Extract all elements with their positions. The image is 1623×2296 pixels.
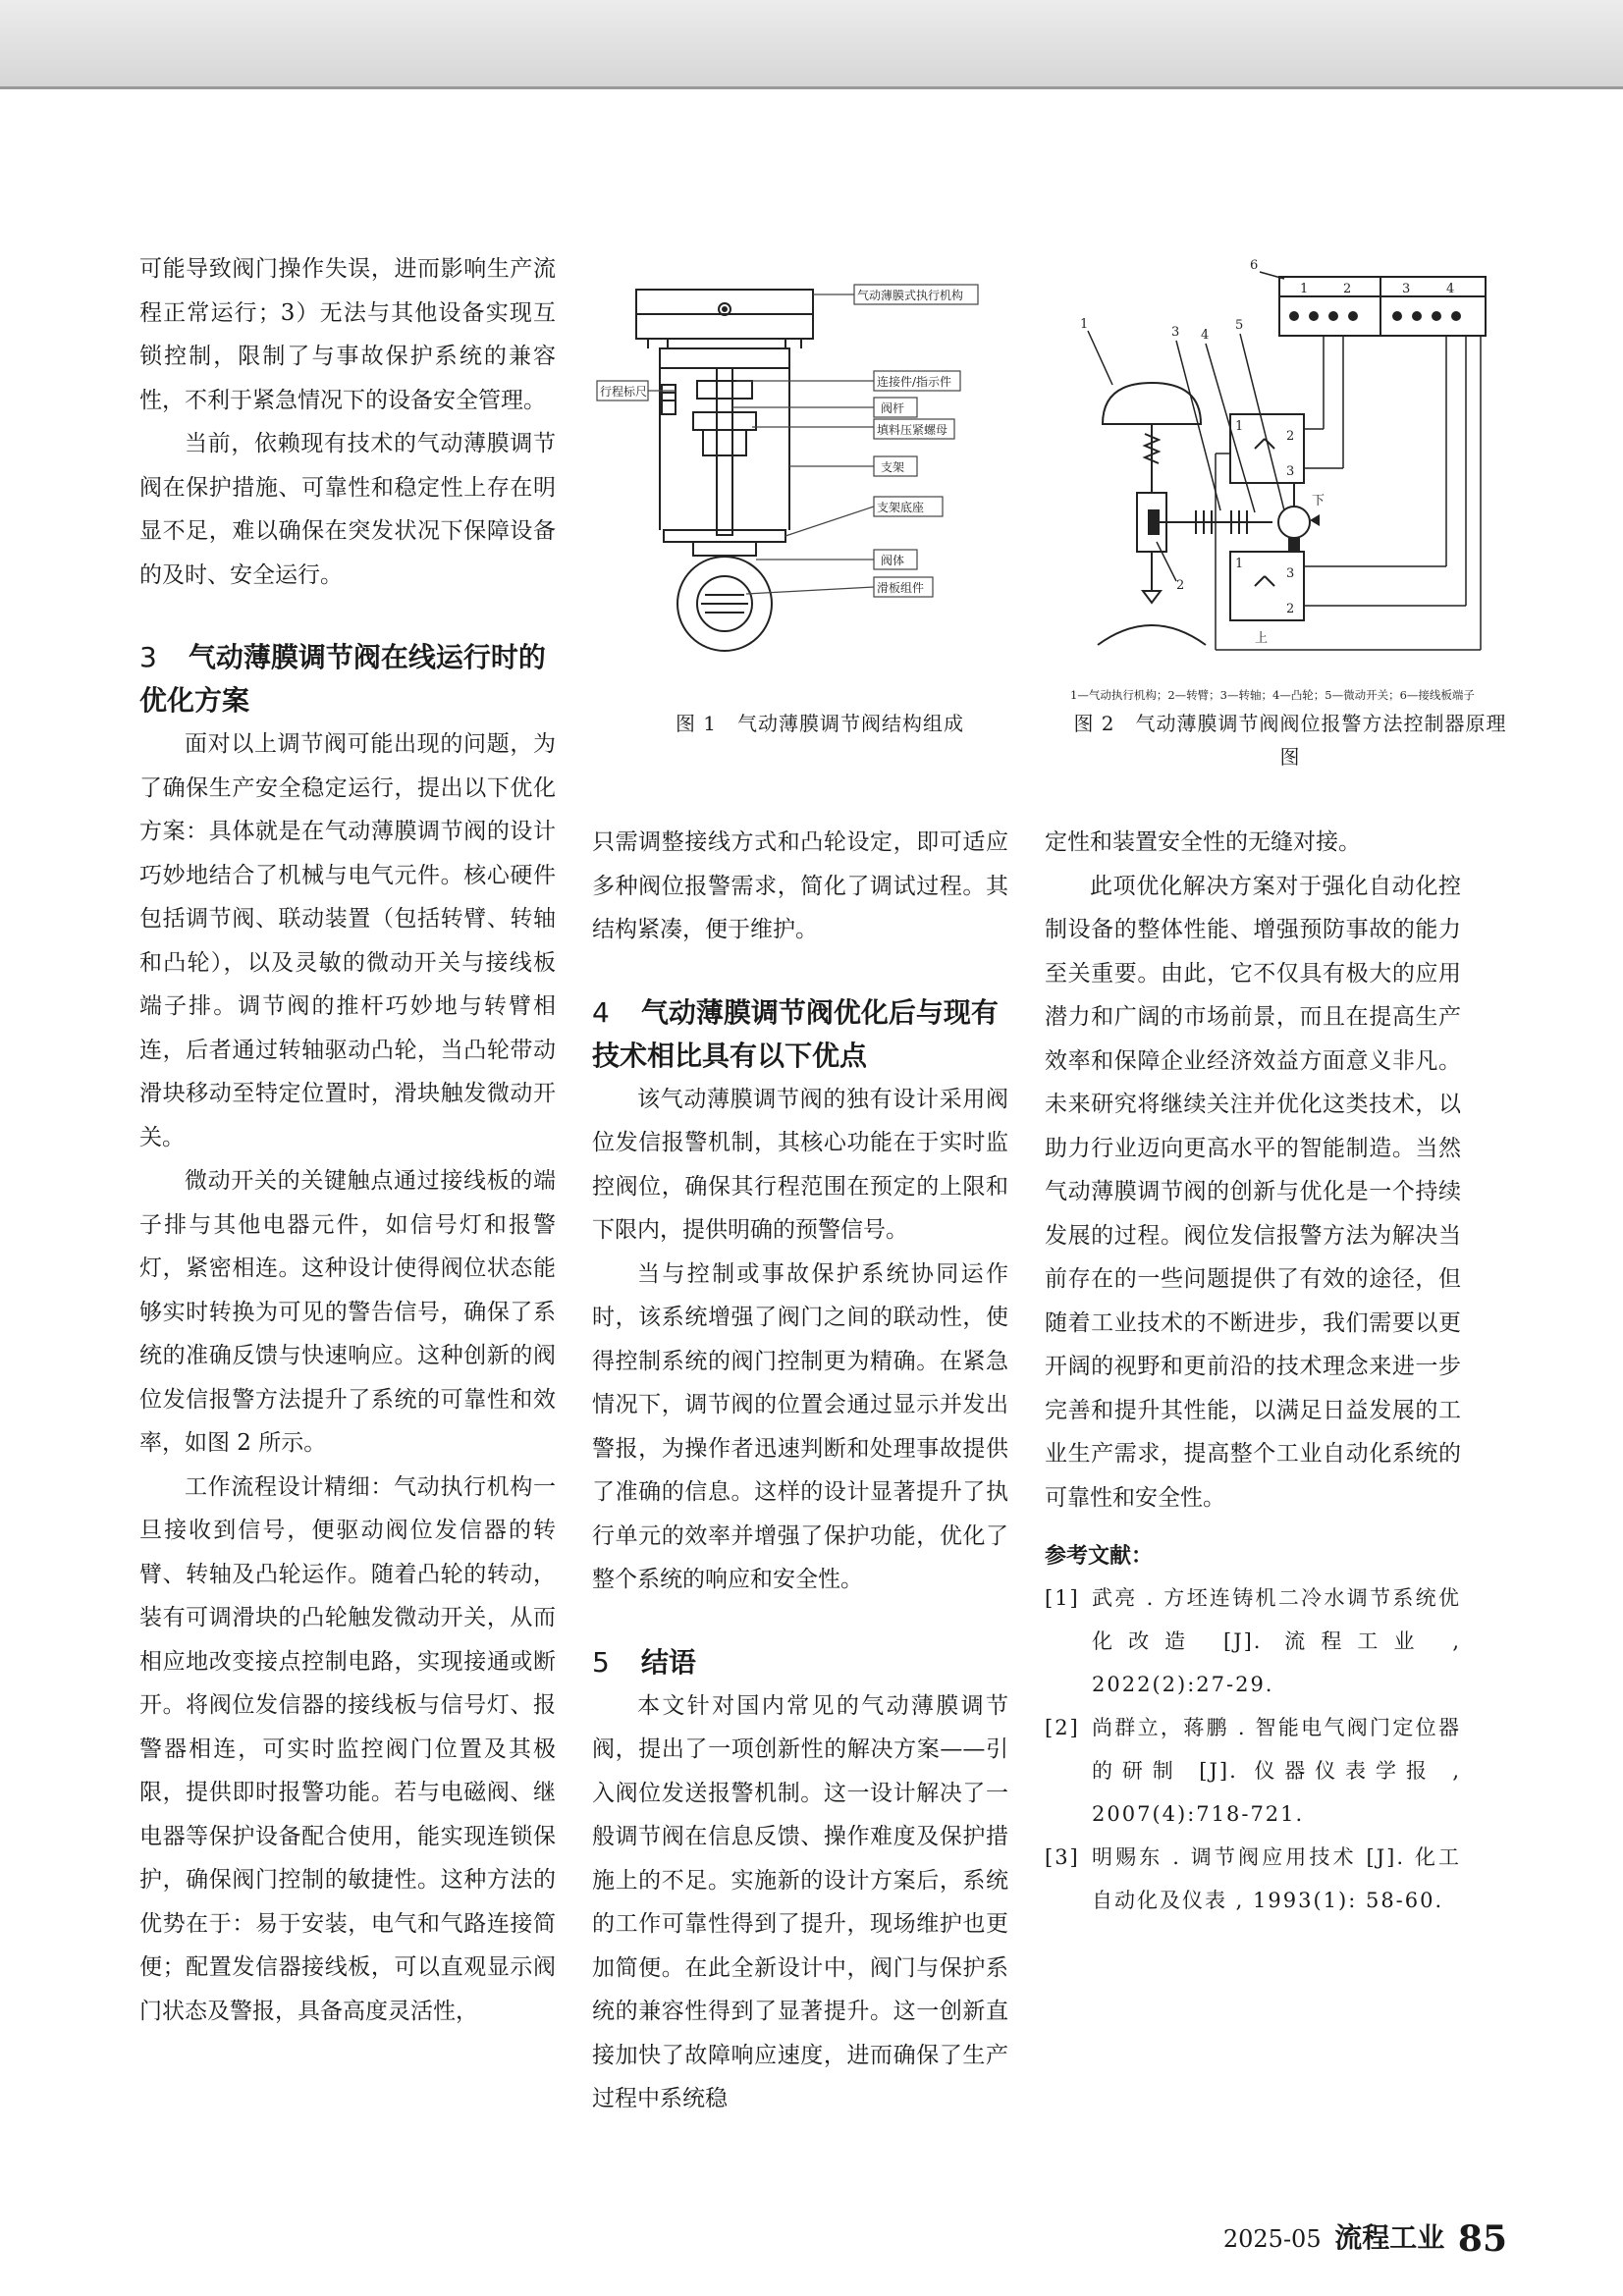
switch-label: 2 [1286, 429, 1295, 444]
figure-1-caption: 图 1 气动薄膜调节阀结构组成 [675, 712, 965, 735]
terminal-label: 4 [1446, 282, 1455, 296]
callout-label: 3 [1171, 325, 1180, 340]
switch-label: 3 [1286, 464, 1295, 479]
figure-1-valve-structure [589, 265, 1051, 677]
paragraph: 定性和装置安全性的无缝对接。 [1045, 829, 1361, 855]
paragraph: 可能导致阀门操作失误，进而影响生产流程正常运行；3）无法与其他设备实现互锁控制，限制了与事故保护系统的兼容性，不利于紧急情况下的设备安全管理。 [139, 256, 556, 413]
figure-label: 支架 [881, 460, 905, 474]
paragraph: 只需调整接线方式和凸轮设定，即可适应多种阀位报警需求，简化了调试过程。其结构紧凑，便于维护。 [592, 829, 1008, 942]
figure-label: 支架底座 [877, 501, 925, 514]
callout-label: 5 [1235, 318, 1244, 333]
callout-label: 1 [1080, 317, 1089, 332]
figure-label: 填料压紧螺母 [877, 423, 948, 437]
callout-label: 4 [1201, 328, 1210, 343]
figure-label: 气动薄膜式执行机构 [857, 289, 964, 302]
figure-label: 阀杆 [881, 401, 905, 415]
page-header-band [0, 0, 1623, 89]
direction-label-down: 下 [1312, 494, 1325, 508]
paragraph: 微动开关的关键触点通过接线板的端子排与其他电器元件，如信号灯和报警灯，紧密相连。这种设计使得阀位状态能够实时转换为可见的警告信号，确保了系统的准确反馈与快速响应。这种创新的阀位发信报警方法提升了系统的可靠性和效率，如图 2 所示。 [139, 1168, 556, 1456]
paragraph: 此项优化解决方案对于强化自动化控制设备的整体性能、增强预防事故的能力至关重要。由此，它不仅具有极大的应用潜力和广阔的市场前景，而且在提高生产效率和保障企业经济效益方面意义非凡。未来研究将继续关注并优化这类技术，以助力行业迈向更高水平的智能制造。当然气动薄膜调节阀的创新与优化是一个持续发展的过程。阀位发信报警方法为解决当前存在的一些问题提供了有效的途径，但随着工业技术的不断进步，我们需要以更开阔的视野和更前沿的技术理念来进一步完善和提升其性能，以满足日益发展的工业生产需求，提高整个工业自动化系统的可靠性和安全性。 [1045, 873, 1461, 1511]
section-heading-5: 5 结语 [592, 1645, 696, 1679]
direction-label-up: 上 [1255, 631, 1269, 646]
figure-2-caption: 图 2 气动薄膜调节阀阀位报警方法控制器原理图 [1073, 712, 1507, 769]
figure-label: 阀体 [881, 554, 905, 567]
reference-item: [2] 尚群立，蒋鹏 . 智能电气阀门定位器的研制 [J]. 仪器仪表学报 , 2007(4):718-721. [1045, 1716, 1461, 1826]
callout-label: 6 [1250, 258, 1259, 273]
switch-label: 1 [1235, 557, 1244, 571]
column-left [139, 247, 556, 2033]
reference-item: [3] 明赐东 . 调节阀应用技术 [J]. 化工自动化及仪表 , 1993(1): 58-60. [1045, 1845, 1461, 1912]
journal-name: 流程工业 [1334, 2221, 1445, 2254]
page-number: 85 [1457, 2218, 1507, 2260]
paragraph: 本文针对国内常见的气动薄膜调节阀，提出了一项创新性的解决方案——引入阀位发送报警机制。这一设计解决了一般调节阀在信息反馈、操作难度及保护措施上的不足。实施新的设计方案后，系统的工作可靠性得到了提升，现场维护也更加简便。在此全新设计中，阀门与保护系统的兼容性得到了显著提升。这一创新直接加快了故障响应速度，进而确保了生产过程中系统稳 [592, 1692, 1008, 2111]
column-middle [592, 821, 1008, 2121]
page-footer [1223, 2216, 1507, 2260]
terminal-label: 1 [1300, 282, 1309, 296]
switch-label: 3 [1286, 566, 1295, 581]
section-heading-3: 3 气动薄膜调节阀在线运行时的优化方案 [139, 641, 546, 717]
references-title: 参考文献： [1045, 1544, 1154, 1569]
paragraph: 工作流程设计精细：气动执行机构一旦接收到信号，便驱动阀位发信器的转臂、转轴及凸轮运作。随着凸轮的转动，装有可调滑块的凸轮触发微动开关，从而相应地改变接点控制电路，实现接通或断开。将阀位发信器的接线板与信号灯、报警器相连，可实时监控阀门位置及其极限，提供即时报警功能。若与电磁阀、继电器等保护设备配合使用，能实现连锁保护，确保阀门控制的敏捷性。这种方法的优势在于：易于安装，电气和气路连接简便；配置发信器接线板，可以直观显示阀门状态及警报，具备高度灵活性， [139, 1473, 556, 2024]
figure-label: 滑板组件 [877, 581, 925, 595]
terminal-label: 2 [1343, 282, 1352, 296]
figure-2-legend: 1—气动执行机构；2—转臂；3—转轴；4—凸轮；5—微动开关；6—接线板端子 [1070, 688, 1475, 702]
callout-label: 2 [1176, 578, 1185, 593]
figure-2-controller-schematic [1058, 257, 1520, 709]
paragraph: 当前，依赖现有技术的气动薄膜调节阀在保护措施、可靠性和稳定性上存在明显不足，难以确保在突发状况下保障设备的及时、安全运行。 [139, 431, 556, 588]
figure-label: 行程标尺 [600, 385, 648, 399]
switch-label: 2 [1286, 602, 1295, 616]
issue-number: 2025-05 [1222, 2225, 1322, 2253]
paragraph: 面对以上调节阀可能出现的问题，为了确保生产安全稳定运行，提出以下优化方案：具体就是在气动薄膜调节阀的设计巧妙地结合了机械与电气元件。核心硬件包括调节阀、联动装置（包括转臂、转轴和凸轮），以及灵敏的微动开关与接线板端子排。调节阀的推杆巧妙地与转臂相连，后者通过转轴驱动凸轮，当凸轮带动滑块移动至特定位置时，滑块触发微动开关。 [139, 731, 556, 1150]
paragraph: 当与控制或事故保护系统协同运作时，该系统增强了阀门之间的联动性，使得控制系统的阀门控制更为精确。在紧急情况下，调节阀的位置会通过显示并发出警报，为操作者迅速判断和处理事故提供了准确的信息。这样的设计显著提升了执行单元的效率并增强了保护功能，优化了整个系统的响应和安全性。 [592, 1260, 1008, 1592]
section-heading-4: 4 气动薄膜调节阀优化后与现有技术相比具有以下优点 [592, 995, 999, 1072]
column-right [1045, 821, 1461, 1922]
terminal-label: 3 [1402, 282, 1411, 296]
figure-label: 连接件/指示件 [877, 375, 952, 389]
reference-item: [1] 武亮 . 方坯连铸机二冷水调节系统优化改造 [J]. 流程工业 , 2022(2):27-29. [1045, 1586, 1461, 1696]
switch-label: 1 [1235, 419, 1244, 434]
paragraph: 该气动薄膜调节阀的独有设计采用阀位发信报警机制，其核心功能在于实时监控阀位，确保其行程范围在预定的上限和下限内，提供明确的预警信号。 [592, 1086, 1008, 1243]
